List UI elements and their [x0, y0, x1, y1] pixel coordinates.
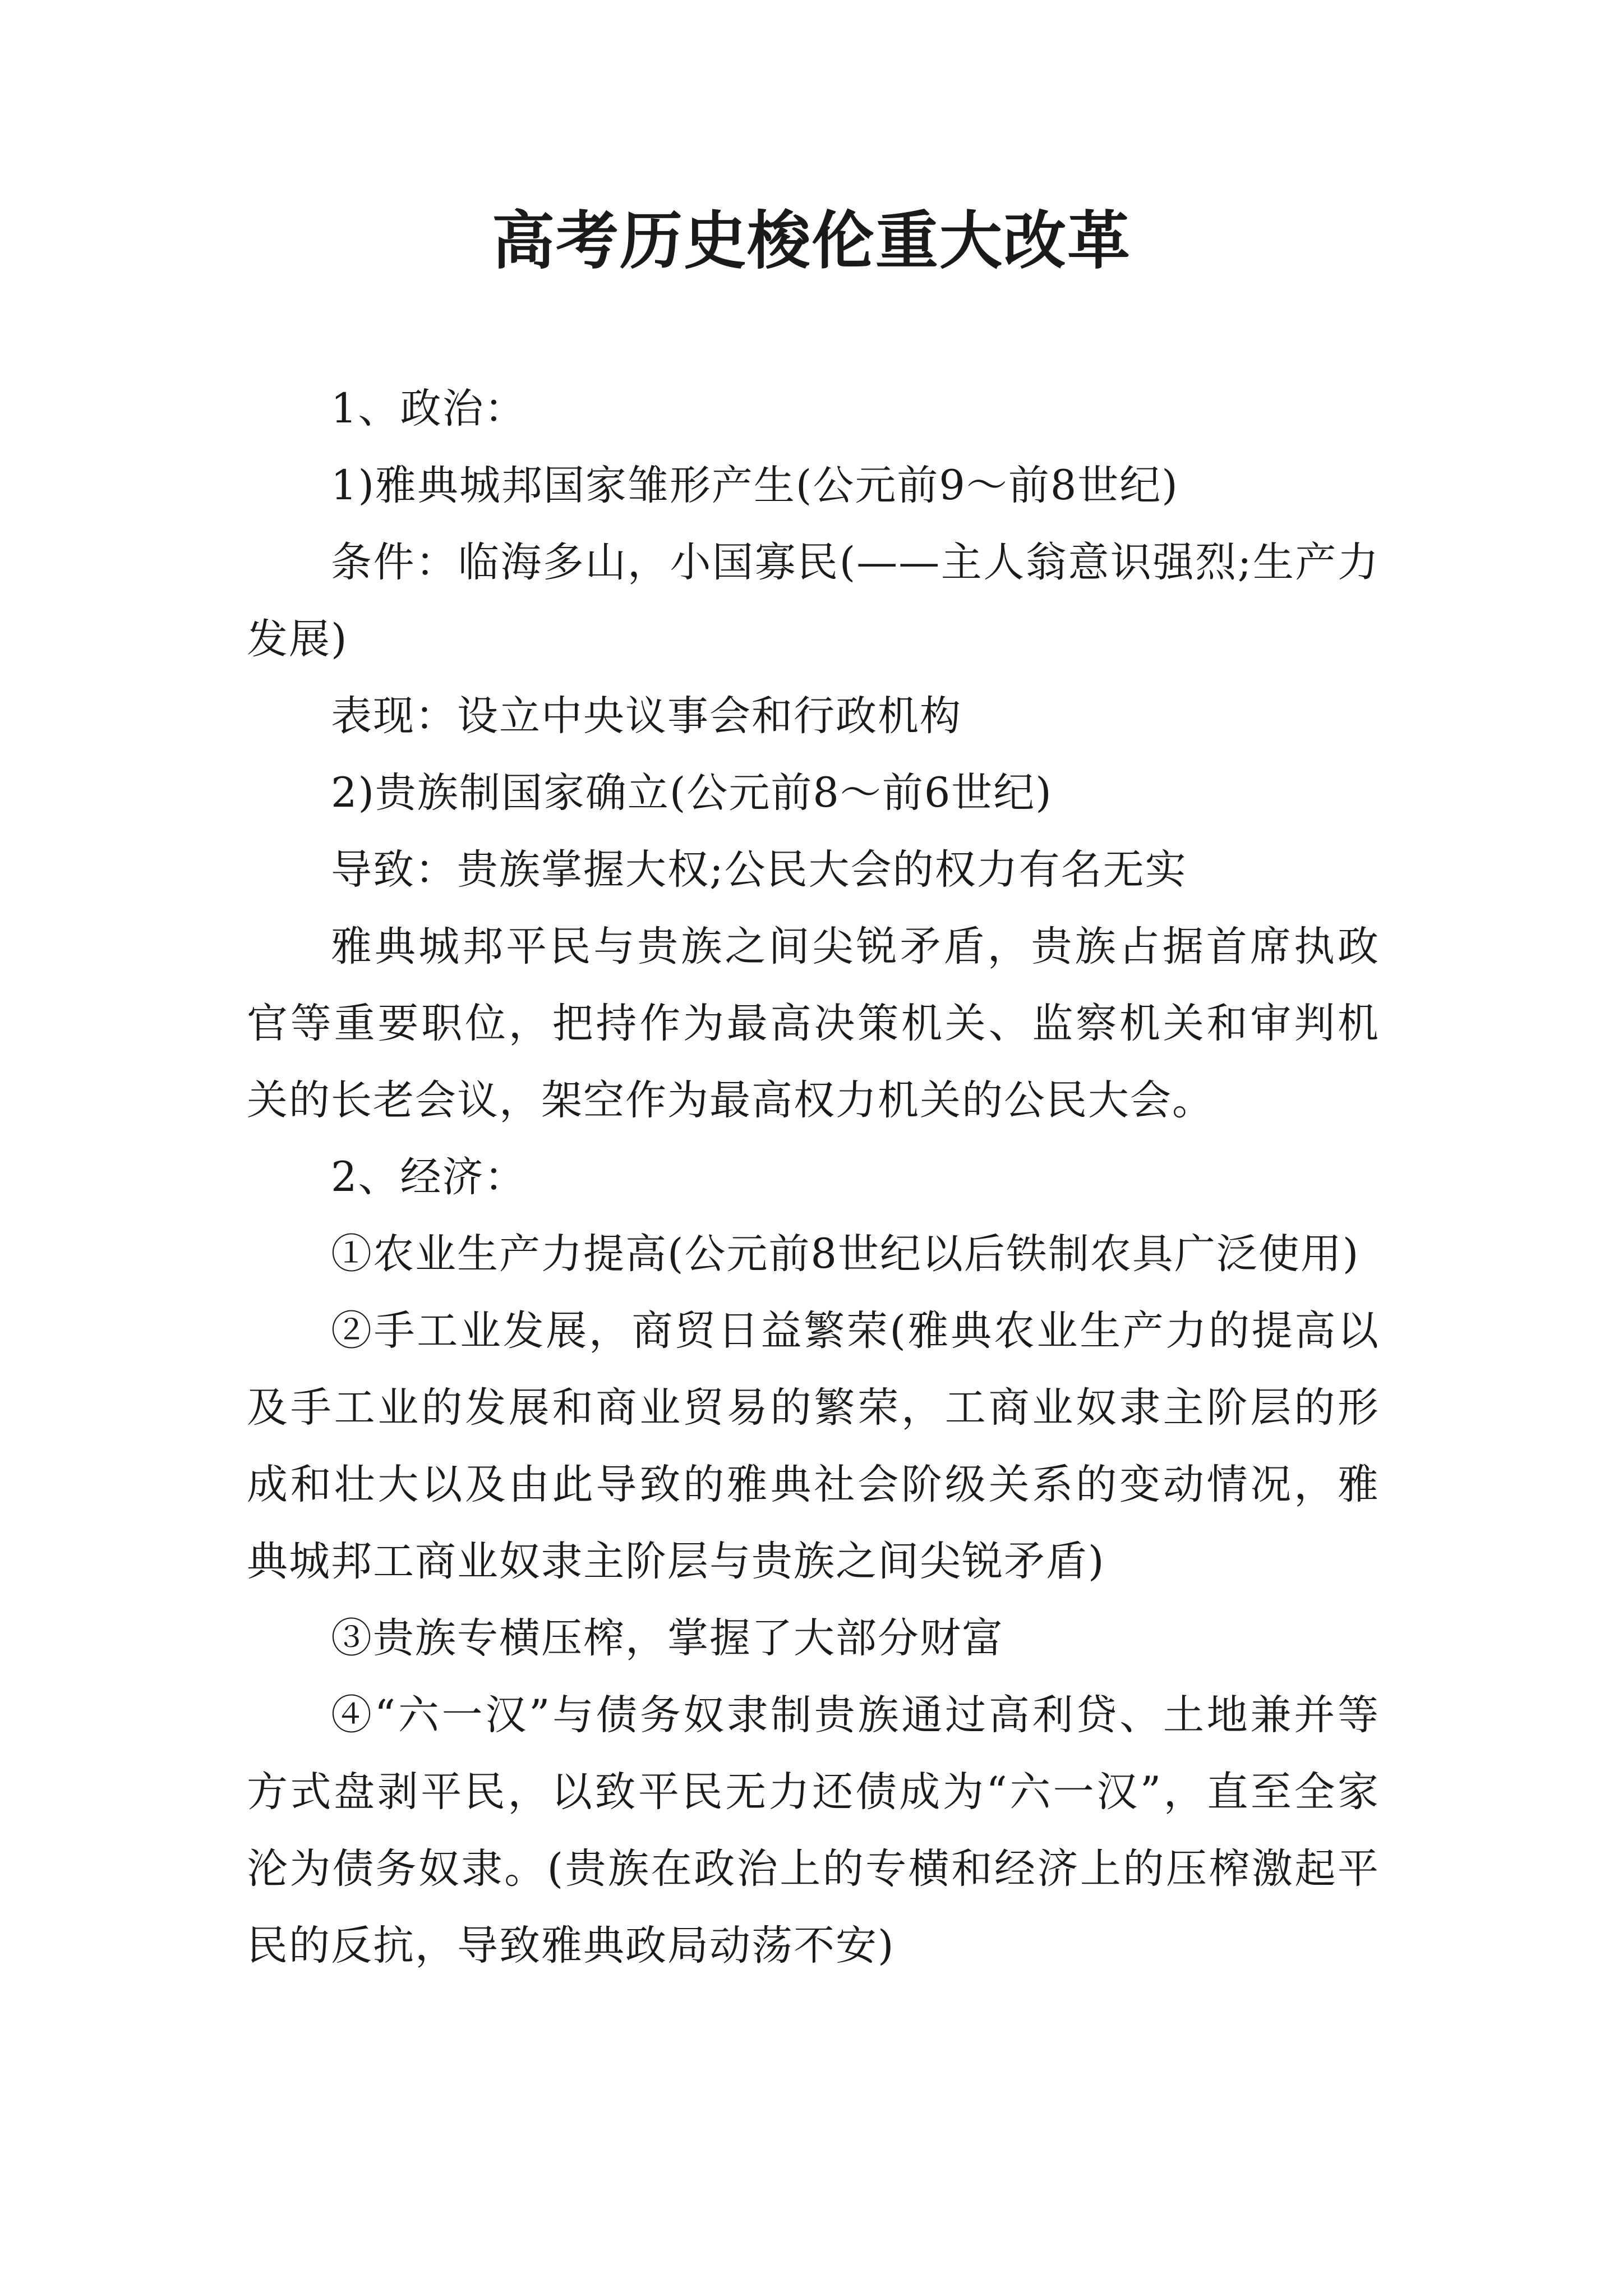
paragraph-agriculture: ①农业生产力提高(公元前8世纪以后铁制农具广泛使用): [331, 1230, 1360, 1278]
paragraph-conflict: 雅典城邦平民与贵族之间尖锐矛盾，贵族占据首席执政官等重要职位，把持作为最高决策机关、监察机关和审判机关的长老会议，架空作为最高权力机关的公民大会。: [247, 923, 1380, 1124]
document-title: 高考历史梭伦重大改革: [492, 204, 1131, 278]
paragraph-conditions: 条件：临海多山，小国寡民(——主人翁意识强烈;生产力发展): [247, 539, 1380, 663]
paragraph-manifestation: 表现：设立中央议事会和行政机构: [331, 692, 962, 740]
paragraph-result: 导致：贵族掌握大权;公民大会的权力有名无实: [331, 846, 1187, 894]
paragraph-aristocracy: 2)贵族制国家确立(公元前8～前6世纪): [331, 769, 1053, 817]
paragraph-polis-origin: 1)雅典城邦国家雏形产生(公元前9～前8世纪): [331, 462, 1179, 509]
paragraph-economy-heading: 2、经济：: [331, 1153, 527, 1201]
paragraph-politics-heading: 1、政治：: [331, 385, 527, 432]
paragraph-debt-slavery: ④“六一汉”与债务奴隶制贵族通过高利贷、土地兼并等方式盘剥平民，以致平民无力还债成为“六一汉”，直至全家沦为债务奴隶。(贵族在政治上的专横和经济上的压榨激起平民的反抗，导致雅典政局动荡不安): [247, 1691, 1380, 1970]
document-body: [247, 370, 1380, 1984]
paragraph-oppression: ③贵族专横压榨，掌握了大部分财富: [331, 1614, 1004, 1662]
paragraph-handicraft: ②手工业发展，商贸日益繁荣(雅典农业生产力的提高以及手工业的发展和商业贸易的繁荣，工商业奴隶主阶层的形成和壮大以及由此导致的雅典社会阶级关系的变动情况，雅典城邦工商业奴隶主阶层与贵族之间尖锐矛盾): [247, 1307, 1380, 1585]
